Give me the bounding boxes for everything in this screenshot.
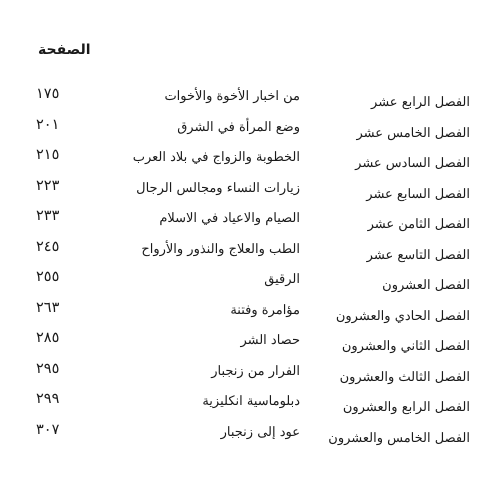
toc-chapter: الفصل الرابع والعشرون	[342, 400, 470, 415]
toc-row	[0, 239, 500, 270]
toc-topic: الصيام والاعياد في الاسلام	[159, 211, 300, 226]
toc-page-number: ٢١٥	[36, 147, 60, 163]
toc-topic: زيارات النساء ومجالس الرجال	[136, 180, 300, 196]
table-of-contents	[0, 86, 500, 452]
toc-row	[0, 117, 500, 148]
toc-row	[0, 422, 500, 453]
toc-page-number: ١٧٥	[36, 86, 60, 102]
toc-row	[0, 147, 500, 178]
toc-chapter: الفصل الثاني والعشرون	[341, 339, 470, 354]
toc-chapter: الفصل الحادي والعشرون	[335, 308, 470, 324]
toc-topic: الخطوبة والزواج في بلاد العرب	[132, 150, 300, 165]
toc-page-number: ٢٠١	[36, 116, 60, 133]
toc-topic: وضع المرأة في الشرق	[177, 119, 300, 135]
toc-row	[0, 269, 500, 300]
toc-chapter: الفصل الرابع عشر	[371, 95, 470, 110]
toc-row	[0, 178, 500, 209]
toc-topic: الرقيق	[264, 272, 300, 287]
toc-row	[0, 330, 500, 361]
toc-page-number: ٢٥٥	[36, 269, 60, 285]
toc-chapter: الفصل السابع عشر	[366, 186, 470, 202]
toc-topic: حصاد الشر	[240, 333, 300, 348]
toc-row	[0, 208, 500, 239]
toc-row	[0, 361, 500, 392]
toc-chapter: الفصل السادس عشر	[355, 156, 470, 171]
toc-topic: من اخبار الأخوة والأخوات	[164, 89, 300, 104]
toc-topic: مؤامرة وفتنة	[230, 302, 300, 318]
toc-chapter: الفصل الثامن عشر	[367, 217, 470, 232]
toc-page-number: ٢٢٣	[36, 177, 60, 194]
toc-chapter: الفصل العشرون	[382, 278, 470, 293]
toc-page-number: ٢٨٥	[36, 330, 60, 346]
page-column-heading: الصفحة	[38, 42, 91, 58]
toc-page-number: ٢٩٩	[36, 391, 60, 407]
toc-page-number: ٢٣٣	[36, 208, 60, 224]
toc-row	[0, 300, 500, 331]
toc-topic: دبلوماسية انكليزية	[202, 394, 300, 409]
toc-row	[0, 391, 500, 422]
toc-chapter: الفصل الخامس والعشرون	[328, 430, 470, 446]
toc-chapter: الفصل الثالث والعشرون	[339, 369, 470, 385]
toc-chapter: الفصل التاسع عشر	[366, 247, 470, 263]
toc-row	[0, 86, 500, 117]
toc-page-number: ٢٩٥	[36, 360, 60, 377]
toc-topic: الفرار من زنجبار	[211, 363, 300, 379]
toc-page-number: ٣٠٧	[36, 421, 60, 438]
toc-topic: عود إلى زنجبار	[220, 424, 300, 440]
toc-page-number: ٢٦٣	[36, 299, 60, 316]
toc-page-number: ٢٤٥	[36, 238, 60, 255]
toc-chapter: الفصل الخامس عشر	[356, 125, 470, 141]
toc-topic: الطب والعلاج والنذور والأرواح	[141, 241, 300, 257]
